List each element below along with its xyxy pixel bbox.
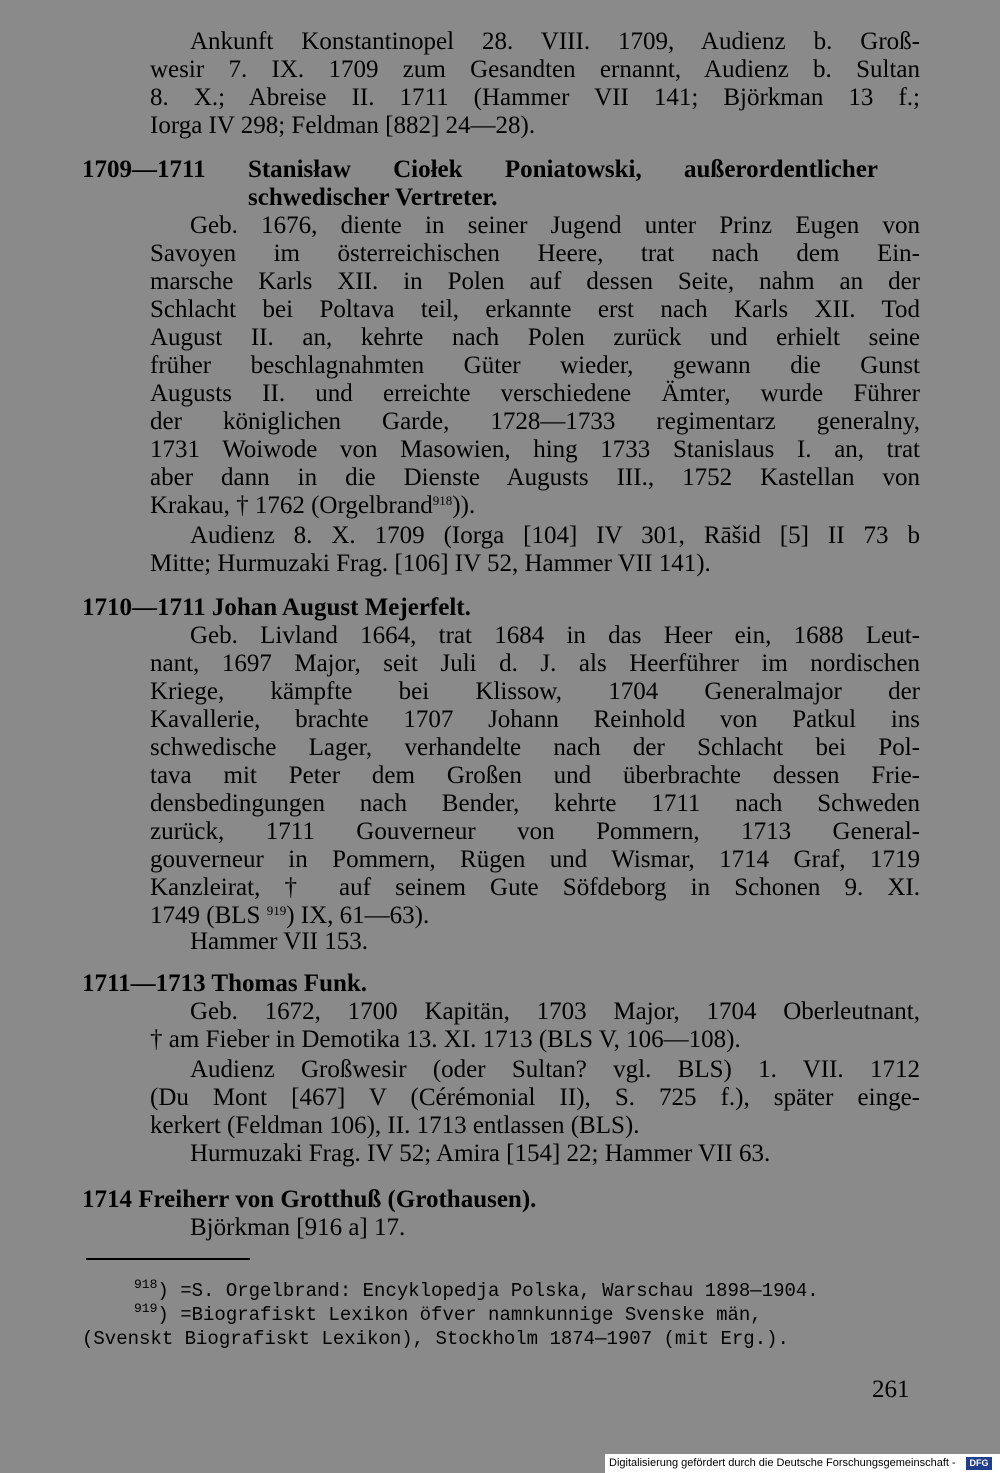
- entry-heading: 1709—1711 Stanisław Ciołek Poniatowski, außerordentlicher: [82, 156, 878, 183]
- footnote-ref: 918: [432, 493, 453, 508]
- text-line: marsche Karls XII. in Polen auf dessen Seite, nahm an der: [150, 268, 920, 295]
- text-line: 8. X.; Abreise II. 1711 (Hammer VII 141; Björkman 13 f.;: [150, 84, 920, 111]
- footnote: $^{919}$) =Biografiskt Lexikon öfver namnkunnige Svenske män,: [134, 1301, 762, 1326]
- text-line: Geb. 1676, diente in seiner Jugend unter Prinz Eugen von: [190, 212, 920, 239]
- text-line: Kriege, kämpfte bei Klissow, 1704 Generalmajor der: [150, 678, 920, 705]
- footer-text: Digitalisierung gefördert durch die Deutsche Forschungsgemeinschaft -: [609, 1457, 956, 1469]
- dfg-logo-icon: DFG: [966, 1457, 992, 1470]
- text-line: Iorga IV 298; Feldman [882] 24—28).: [150, 112, 536, 139]
- text-line: Hurmuzaki Frag. IV 52; Amira [154] 22; Hammer VII 63.: [190, 1140, 771, 1167]
- text-line: Savoyen im österreichischen Heere, trat nach dem Ein-: [150, 240, 920, 267]
- text-line: schwedische Lager, verhandelte nach der Schlacht bei Pol-: [150, 734, 920, 761]
- page-number: 261: [872, 1376, 910, 1403]
- entry-heading: 1711—1713 Thomas Funk.: [82, 970, 368, 997]
- footnote: (Svenskt Biografiskt Lexikon), Stockholm 1874—1907 (mit Erg.).: [82, 1328, 789, 1350]
- text-line: densbedingungen nach Bender, kehrte 1711 nach Schweden: [150, 790, 920, 817]
- text-line: tava mit Peter dem Großen und überbrachte dessen Frie-: [150, 762, 920, 789]
- footnote-mark: 918: [134, 1277, 158, 1292]
- text-line: Mitte; Hurmuzaki Frag. [106] IV 52, Hammer VII 141).: [150, 550, 711, 577]
- text-line: der königlichen Garde, 1728—1733 regimentarz generalny,: [150, 408, 920, 435]
- text-line: August II. an, kehrte nach Polen zurück und erhielt seine: [150, 324, 920, 351]
- footnote-rule: [86, 1258, 250, 1260]
- text-line: Augusts II. und erreichte verschiedene Ämter, wurde Führer: [150, 380, 920, 407]
- text-line: 1749 (BLS $^{919}$) IX, 61—63).: [150, 902, 430, 929]
- entry-heading: 1710—1711 Johan August Mejerfelt.: [82, 594, 471, 621]
- text-line: Geb. Livland 1664, trat 1684 in das Heer ein, 1688 Leut-: [190, 622, 920, 649]
- text-line: Kavallerie, brachte 1707 Johann Reinhold von Patkul ins: [150, 706, 920, 733]
- text-line: Geb. 1672, 1700 Kapitän, 1703 Major, 1704 Oberleutnant,: [190, 998, 920, 1025]
- text-line: 1731 Woiwode von Masowien, hing 1733 Stanislaus I. an, trat: [150, 436, 920, 463]
- entry-heading: schwedischer Vertreter.: [248, 184, 498, 211]
- text-line: nant, 1697 Major, seit Juli d. J. als Heerführer im nordischen: [150, 650, 920, 677]
- text-line: Krakau, † 1762 (Orgelbrand$^{918}$)).: [150, 492, 476, 519]
- text-line: aber dann in die Dienste Augusts III., 1752 Kastellan von: [150, 464, 920, 491]
- text-line: Björkman [916 a] 17.: [190, 1214, 406, 1241]
- text-line: wesir 7. IX. 1709 zum Gesandten ernannt, Audienz b. Sultan: [150, 56, 920, 83]
- text-line: Hammer VII 153.: [190, 928, 368, 955]
- footnote: $^{918}$) =S. Orgelbrand: Encyklopedja Polska, Warschau 1898—1904.: [134, 1277, 819, 1302]
- text-line: (Du Mont [467] V (Cérémonial II), S. 725 f.), später einge-: [150, 1084, 920, 1111]
- footnote-ref: 919: [266, 903, 287, 918]
- text-line: Schlacht bei Poltava teil, erkannte erst nach Karls XII. Tod: [150, 296, 920, 323]
- text-line: gouverneur in Pommern, Rügen und Wismar, 1714 Graf, 1719: [150, 846, 920, 873]
- footnote-mark: 919: [134, 1301, 158, 1316]
- text-line: früher beschlagnahmten Güter wieder, gewann die Gunst: [150, 352, 920, 379]
- text-line: kerkert (Feldman 106), II. 1713 entlassen (BLS).: [150, 1112, 640, 1139]
- text-line: Audienz 8. X. 1709 (Iorga [104] IV 301, Rāšid [5] II 73 b: [190, 522, 920, 549]
- text-line: † am Fieber in Demotika 13. XI. 1713 (BLS V, 106—108).: [150, 1026, 741, 1053]
- entry-heading: 1714 Freiherr von Grotthuß (Grothausen).: [82, 1186, 537, 1213]
- text-line: Audienz Großwesir (oder Sultan? vgl. BLS) 1. VII. 1712: [190, 1056, 920, 1083]
- text-line: zurück, 1711 Gouverneur von Pommern, 1713 General-: [150, 818, 920, 845]
- text-line: Ankunft Konstantinopel 28. VIII. 1709, Audienz b. Groß-: [190, 28, 920, 55]
- text-line: Kanzleirat, † auf seinem Gute Söfdeborg in Schonen 9. XI.: [150, 874, 920, 901]
